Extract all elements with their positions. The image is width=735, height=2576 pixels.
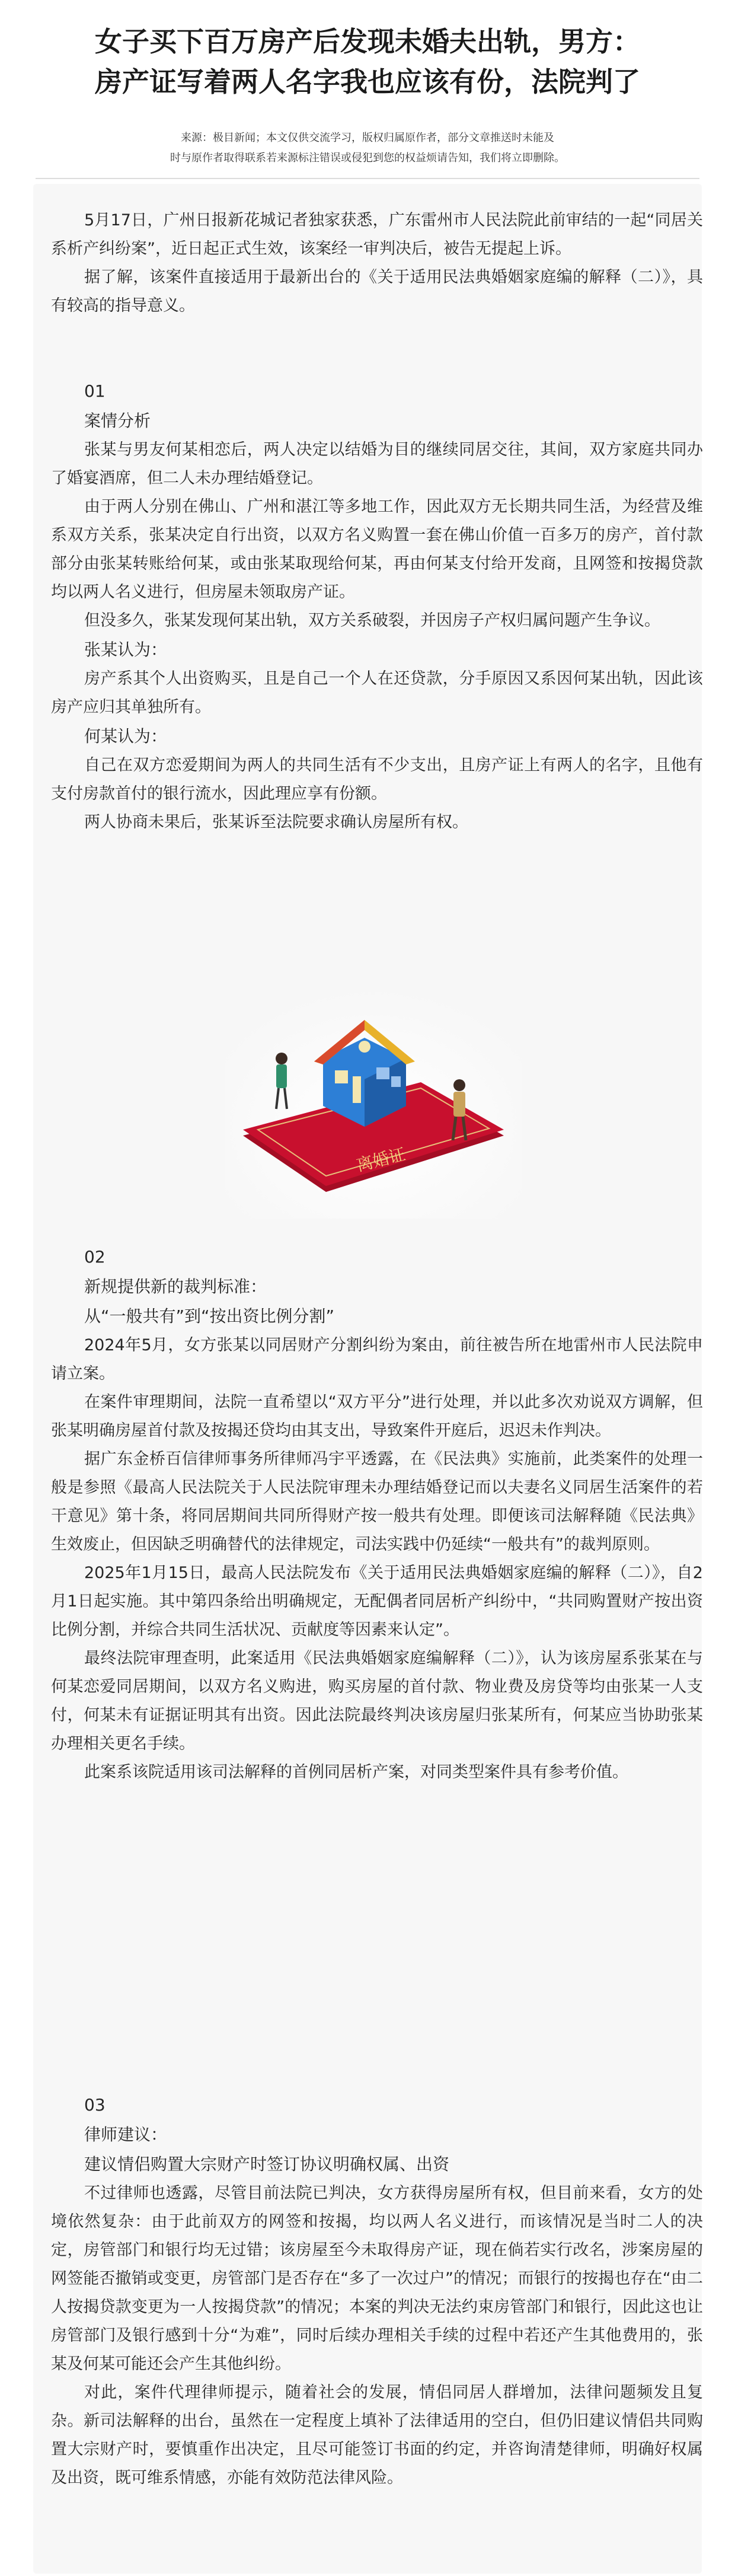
title-line-1: 女子买下百万房产后发现未婚夫出轨，男方：	[95, 25, 640, 58]
section-number: 01	[84, 381, 106, 401]
advice-paragraph: 对此，案件代理律师提示，随着社会的发展，情侣同居人群增加，法律问题频发且复杂。新司法解释的出台，虽然在一定程度上填补了法律适用的空白，但仍旧建议情侣共同购置大宗财产时，要慎重作出决定，且尽可能签订书面的约定，并咨询清楚律师，明确好权属及出资，既可维系情感，亦能有效防范法律风险。	[51, 2383, 703, 2487]
article-title	[36, 21, 699, 102]
zhang-view: 房产系其个人出资购买，且是自己一个人在还贷款，分手原因又系因何某出轨，因此该房产应归其单独所有。	[51, 669, 703, 716]
intro-section	[51, 206, 703, 320]
intro-paragraph: 5月17日，广州日报新花城记者独家获悉，广东雷州市人民法院此前审结的一起“同居关系析产纠纷案”，近日起正式生效，该案经一审判决后，被告无提起上诉。	[51, 211, 703, 258]
advice-paragraph: 不过律师也透露，尽管目前法院已判决，女方获得房屋所有权，但目前来看，女方的处境依然复杂：由于此前双方的网签和按揭，均以两人名义进行，而该情况是当时二人的决定，房管部门和银行均无过错；该房屋至今未取得房产证，现在倘若实行改名，涉案房屋的网签能否撤销或变更，房管部门是否存在“多了一次过户”的情况；而银行的按揭也存在“由二人按揭贷款变更为一人按揭贷款”的情况；本案的判决无法约束房管部门和银行，因此这也让房管部门及银行感到十分“为难”，同时后续办理相关手续的过程中若还产生其他费用的，张某及何某可能还会产生其他纠纷。	[51, 2184, 703, 2373]
case-closing: 两人协商未果后，张某诉至法院要求确认房屋所有权。	[84, 813, 468, 831]
section-heading: 新规提供新的裁判标准：	[84, 1277, 267, 1296]
ruling-paragraph: 2025年1月15日，最高人民法院发布《关于适用民法典婚姻家庭编的解释（二）》，自2月1日起实施。其中第四条给出明确规定，无配偶者同居析产纠纷中，“共同购置财产按出资比例分割，并综合共同生活状况、贡献度等因素来认定”。	[51, 1564, 703, 1639]
header-divider	[36, 178, 699, 179]
case-paragraph: 由于两人分别在佛山、广州和湛江等多地工作，因此双方无长期共同生活，为经营及维系双方关系，张某决定自行出资，以双方名义购置一套在佛山价值一百多万的房产，首付款部分由张某转账给何某，或由张某取现给何某，再由何某支付给开发商，且网签和按揭贷款均以两人名义进行，但房屋未领取房产证。	[51, 498, 703, 601]
ruling-paragraph: 此案系该院适用该司法解释的首例同居析产案，对同类型案件具有参考价值。	[84, 1763, 628, 1781]
section-02	[51, 1242, 703, 1787]
section-subheading: 建议情侣购置大宗财产时签订协议明确权属、出资	[84, 2154, 450, 2174]
house-certificate-illustration	[225, 987, 522, 1219]
section-heading: 案情分析	[84, 411, 151, 431]
certificate-label: 离婚证	[354, 1144, 408, 1175]
ruling-paragraph: 最终法院审理查明，此案适用《民法典婚姻家庭编解释（二）》，认为该房屋系张某在与何某恋爱同居期间，以双方名义购进，购买房屋的首付款、物业费及房贷等均由张某一人支付，何某未有证据证明其有出资。因此法院最终判决该房屋归张某所有，何某应当协助张某办理相关更名手续。	[51, 1649, 703, 1753]
section-heading: 律师建议：	[84, 2125, 168, 2144]
case-paragraph: 张某与男友何某相恋后，两人决定以结婚为目的继续同居交往，其间，双方家庭共同办了婚宴酒席，但二人未办理结婚登记。	[51, 441, 703, 487]
title-line-2: 房产证写着两人名字我也应该有份，法院判了	[95, 66, 640, 98]
ruling-paragraph: 2024年5月，女方张某以同居财产分割纠纷为案由，前往被告所在地雷州市人民法院申请立案。	[51, 1336, 703, 1383]
zhang-label: 张某认为：	[84, 640, 168, 659]
case-paragraph: 但没多久，张某发现何某出轨，双方关系破裂，并因房子产权归属问题产生争议。	[84, 611, 660, 630]
he-label: 何某认为：	[84, 726, 168, 746]
source-note	[36, 128, 699, 168]
source-line-2: 时与原作者取得联系若来源标注错误或侵犯到您的权益烦请告知，我们将立即删除。	[170, 152, 565, 164]
section-subheading: 从“一般共有”到“按出资比例分割”	[84, 1306, 335, 1326]
ruling-paragraph: 据广东金桥百信律师事务所律师冯宇平透露，在《民法典》实施前，此类案件的处理一般是参照《最高人民法院关于人民法院审理未办理结婚登记而以夫妻名义同居生活案件的若干意见》第十条，将同居期间共同所得财产按一般共有处理。即便该司法解释随《民法典》生效废止，但因缺乏明确替代的法律规定，司法实践中仍延续“一般共有”的裁判原则。	[51, 1450, 703, 1554]
section-03	[51, 2090, 703, 2492]
source-line-1: 来源：极目新闻；本文仅供交流学习，版权归属原作者，部分文章推送时未能及	[181, 132, 554, 144]
house-certificate-image	[225, 987, 522, 1219]
section-number: 02	[84, 1247, 106, 1267]
section-number: 03	[84, 2095, 106, 2115]
he-view: 自己在双方恋爱期间为两人的共同生活有不少支出，且房产证上有两人的名字，且他有支付房款首付的银行流水，因此理应享有份额。	[51, 756, 703, 803]
ruling-paragraph: 在案件审理期间，法院一直希望以“双方平分”进行处理，并以此多次劝说双方调解，但张某明确房屋首付款及按揭还贷均由其支出，导致案件开庭后，迟迟未作判决。	[51, 1393, 703, 1440]
section-01	[51, 377, 703, 837]
intro-paragraph: 据了解，该案件直接适用于最新出台的《关于适用民法典婚姻家庭编的解释（二）》，具有较高的指导意义。	[51, 268, 703, 315]
